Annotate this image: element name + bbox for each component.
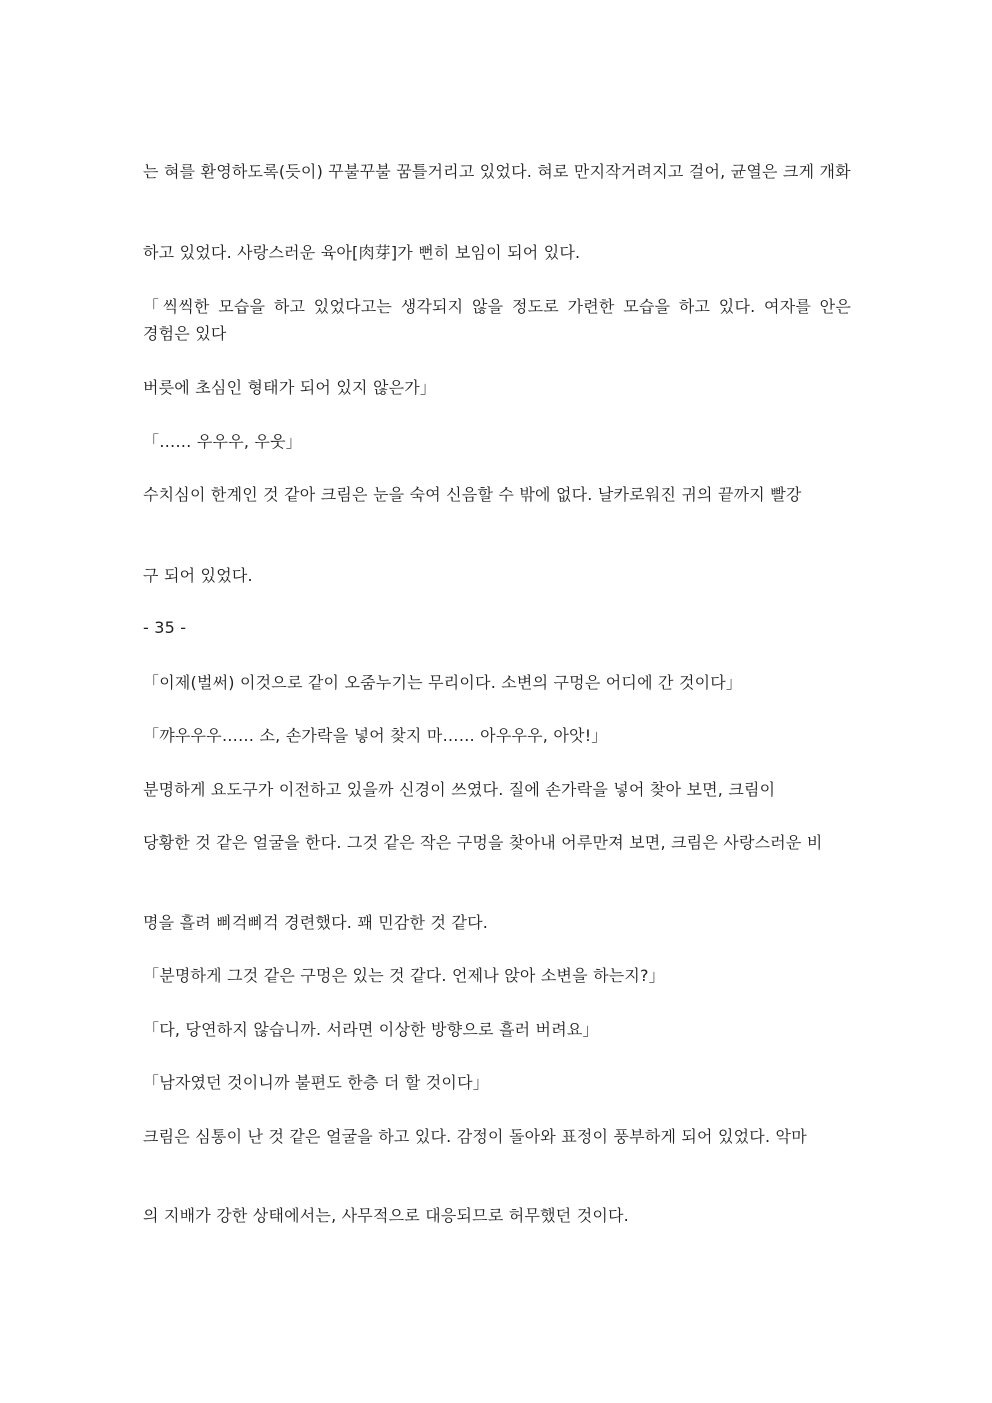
paragraph-8: 「이제(벌써) 이것으로 같이 오줌누기는 무리이다. 소변의 구멍은 어디에 간 것이다」: [143, 673, 743, 692]
paragraph-11: 당황한 것 같은 얼굴을 한다. 그것 같은 작은 구멍을 찾아내 어루만져 보면, 크림은 사랑스러운 비: [143, 833, 823, 852]
paragraph-4: 버릇에 초심인 형태가 되어 있지 않은가」: [143, 378, 437, 397]
paragraph-12: 명을 흘려 삐걱삐걱 경련했다. 꽤 민감한 것 같다.: [143, 913, 489, 932]
paragraph-3: 「씩씩한 모습을 하고 있었다고는 생각되지 않을 정도로 가련한 모습을 하고 있다. 여자를 안은 경험은 있다: [143, 297, 851, 343]
page-number-marker: - 35 -: [143, 618, 187, 637]
paragraph-2: 하고 있었다. 사랑스러운 육아[肉芽]가 뻔히 보임이 되어 있다.: [143, 243, 581, 262]
paragraph-10: 분명하게 요도구가 이전하고 있을까 신경이 쓰였다. 질에 손가락을 넣어 찾아 보면, 크림이: [143, 780, 776, 799]
paragraph-9: 「꺄우우우…… 소, 손가락을 넣어 찾지 마…… 아우우우, 아앗!」: [143, 726, 608, 745]
paragraph-13: 「분명하게 그것 같은 구멍은 있는 것 같다. 언제나 앉아 소변을 하는지?」: [143, 966, 665, 985]
paragraph-5: 「…… 우우우, 우웃」: [143, 432, 302, 451]
paragraph-7: 구 되어 있었다.: [143, 566, 253, 585]
paragraph-1: 는 혀를 환영하도록(듯이) 꾸불꾸불 꿈틀거리고 있었다. 혀로 만지작거려지고 걸어, 균열은 크게 개화: [143, 162, 851, 181]
paragraph-6: 수치심이 한계인 것 같아 크림은 눈을 숙여 신음할 수 밖에 없다. 날카로워진 귀의 끝까지 빨강: [143, 485, 802, 504]
paragraph-14: 「다, 당연하지 않습니까. 서라면 이상한 방향으로 흘러 버려요」: [143, 1020, 599, 1039]
paragraph-17: 의 지배가 강한 상태에서는, 사무적으로 대응되므로 허무했던 것이다.: [143, 1206, 629, 1225]
paragraph-16: 크림은 심통이 난 것 같은 얼굴을 하고 있다. 감정이 돌아와 표정이 풍부하게 되어 있었다. 악마: [143, 1127, 807, 1146]
paragraph-15: 「남자였던 것이니까 불편도 한층 더 할 것이다」: [143, 1073, 489, 1092]
